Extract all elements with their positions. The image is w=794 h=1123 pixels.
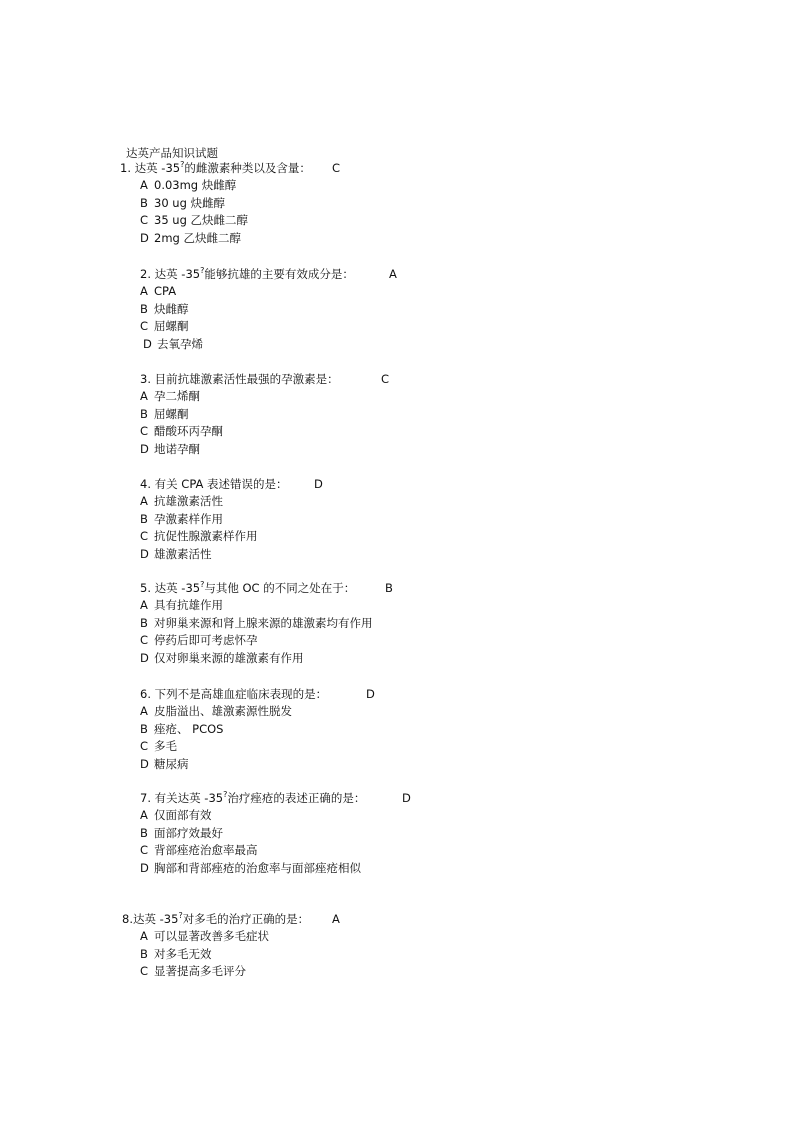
question-text-cont: 能够抗雄的主要有效成分是：	[204, 267, 354, 281]
option-c	[140, 528, 780, 546]
option-letter: B	[140, 511, 148, 526]
option-letter: C	[140, 633, 149, 647]
option-letter: D	[140, 230, 149, 245]
option-letter: A	[140, 178, 148, 192]
option-letter: D	[140, 756, 149, 771]
option-text: 可以显著改善多毛症状	[154, 929, 269, 943]
option-letter: A	[140, 389, 148, 403]
question-number: 2.	[140, 267, 155, 281]
question-text: 下列不是高雄血症临床表现的是：	[154, 687, 328, 701]
option-letter: A	[140, 808, 148, 822]
answer-key: A	[332, 912, 340, 926]
option-letter: D	[140, 546, 149, 561]
option-text: 0.03mg 炔雌醇	[154, 178, 237, 192]
option-letter: A	[140, 494, 148, 508]
question-stem	[140, 370, 780, 388]
question-text: 达英 -35	[132, 912, 179, 926]
question-number: 1.	[120, 161, 135, 175]
question-7	[140, 789, 780, 877]
question-1	[120, 159, 760, 247]
superscript-mark: ?	[223, 790, 228, 800]
option-b	[140, 511, 780, 529]
option-text: 皮脂溢出、雄激素源性脱发	[154, 704, 292, 718]
option-d	[140, 441, 780, 459]
option-c	[140, 423, 780, 441]
question-stem	[122, 910, 762, 928]
option-text: 孕激素样作用	[154, 511, 223, 526]
option-letter: C	[140, 964, 149, 978]
superscript-mark: ?	[178, 911, 183, 921]
question-text-cont: 的雌激素种类以及含量：	[184, 161, 311, 175]
option-letter: C	[140, 319, 149, 333]
option-text: 仅对卵巢来源的雄激素有作用	[154, 650, 304, 665]
answer-key: D	[366, 687, 375, 701]
option-text: 炔雌醇	[154, 301, 189, 316]
option-text: 仅面部有效	[154, 808, 212, 822]
option-b	[140, 721, 780, 739]
question-stem	[140, 789, 780, 807]
question-text-cont: 治疗痤疮的表述正确的是：	[227, 791, 366, 805]
option-letter: C	[140, 424, 149, 438]
option-text: 多毛	[154, 739, 177, 753]
answer-key: D	[314, 477, 323, 491]
option-c	[140, 963, 762, 981]
question-number: 8.	[122, 912, 133, 926]
option-a	[140, 703, 780, 721]
option-text: CPA	[154, 284, 177, 298]
option-letter: A	[140, 929, 148, 943]
option-c	[140, 842, 780, 860]
option-d	[140, 756, 780, 774]
option-letter: B	[140, 615, 148, 630]
option-d	[140, 650, 780, 668]
option-a	[140, 597, 780, 615]
question-number: 7.	[140, 791, 155, 805]
option-text: 对多毛无效	[154, 946, 212, 961]
question-text: 达英 -35	[134, 161, 181, 175]
option-text: 对卵巢来源和肾上腺来源的雄激素均有作用	[154, 615, 373, 630]
option-d	[140, 860, 780, 878]
option-letter: D	[143, 336, 152, 351]
option-c	[140, 738, 780, 756]
question-3	[140, 370, 780, 458]
option-letter: A	[140, 284, 148, 298]
option-text: 醋酸环丙孕酮	[154, 424, 223, 438]
option-text: 孕二烯酮	[154, 389, 200, 403]
question-number: 3.	[140, 372, 155, 386]
question-number: 5.	[140, 581, 155, 595]
question-6	[140, 685, 780, 773]
question-text-cont: 对多毛的治疗正确的是：	[182, 912, 310, 926]
option-letter: D	[140, 441, 149, 456]
option-text: 30 ug 炔雌醇	[154, 195, 226, 210]
answer-key: B	[385, 581, 393, 595]
answer-key: D	[402, 791, 411, 805]
option-text: 地诺孕酮	[154, 441, 200, 456]
question-text: 达英 -35	[154, 267, 201, 281]
option-text: 抗促性腺激素样作用	[154, 529, 258, 543]
question-number: 6.	[140, 687, 155, 701]
answer-key: A	[389, 267, 397, 281]
option-letter: B	[140, 946, 148, 961]
option-text: 雄激素活性	[154, 546, 212, 561]
question-8	[122, 910, 762, 981]
option-text: 抗雄激素活性	[154, 494, 223, 508]
question-text: 有关 CPA 表述错误的是：	[154, 477, 288, 491]
option-letter: A	[140, 598, 148, 612]
document-title: 达英产品知识试题	[126, 146, 218, 160]
option-text: 显著提高多毛评分	[154, 964, 246, 978]
question-stem	[140, 579, 780, 597]
option-d	[140, 230, 760, 248]
option-b	[140, 301, 780, 319]
question-5	[140, 579, 780, 667]
option-text: 屈螺酮	[154, 319, 189, 333]
option-letter: B	[140, 721, 148, 736]
option-c	[140, 632, 780, 650]
option-letter: B	[140, 825, 148, 840]
question-2	[140, 265, 780, 353]
question-stem	[140, 475, 780, 493]
option-letter: B	[140, 406, 148, 421]
option-text: 胸部和背部痤疮的治愈率与面部痤疮相似	[154, 860, 361, 875]
question-text: 目前抗雄激素活性最强的孕激素是：	[154, 372, 339, 386]
option-letter: D	[140, 860, 149, 875]
option-letter: C	[140, 529, 149, 543]
option-letter: B	[140, 301, 148, 316]
option-letter: B	[140, 195, 148, 210]
question-text: 达英 -35	[154, 581, 201, 595]
option-a	[140, 928, 762, 946]
option-b	[140, 195, 760, 213]
option-a	[140, 283, 780, 301]
option-c	[140, 318, 780, 336]
option-a	[140, 807, 780, 825]
option-d	[140, 546, 780, 564]
option-text: 面部疗效最好	[154, 825, 223, 840]
question-stem	[140, 685, 780, 703]
option-text: 2mg 乙炔雌二醇	[154, 230, 241, 245]
option-letter: C	[140, 213, 149, 227]
option-text: 屈螺酮	[154, 406, 189, 421]
option-text: 痤疮、 PCOS	[154, 721, 224, 736]
superscript-mark: ?	[200, 266, 205, 276]
option-letter: A	[140, 704, 148, 718]
option-a	[140, 388, 780, 406]
question-stem	[120, 159, 760, 177]
option-b	[140, 946, 762, 964]
option-d	[140, 336, 780, 354]
option-text: 35 ug 乙炔雌二醇	[154, 213, 249, 227]
question-text: 有关达英 -35	[154, 791, 224, 805]
option-b	[140, 615, 780, 633]
option-letter: C	[140, 739, 149, 753]
option-letter: D	[140, 650, 149, 665]
option-c	[140, 212, 760, 230]
superscript-mark: ?	[200, 580, 205, 590]
question-text-cont: 与其他 OC 的不同之处在于：	[204, 581, 356, 595]
superscript-mark: ?	[180, 160, 185, 170]
option-text: 糖尿病	[154, 756, 189, 771]
option-a	[140, 177, 760, 195]
question-number: 4.	[140, 477, 155, 491]
option-text: 停药后即可考虑怀孕	[154, 633, 258, 647]
option-text: 去氧孕烯	[157, 336, 203, 351]
question-stem	[140, 265, 780, 283]
option-letter: C	[140, 843, 149, 857]
option-a	[140, 493, 780, 511]
option-b	[140, 825, 780, 843]
option-text: 具有抗雄作用	[154, 598, 223, 612]
answer-key: C	[381, 372, 390, 386]
question-4	[140, 475, 780, 563]
option-b	[140, 406, 780, 424]
answer-key: C	[332, 161, 341, 175]
option-text: 背部痤疮治愈率最高	[154, 843, 258, 857]
